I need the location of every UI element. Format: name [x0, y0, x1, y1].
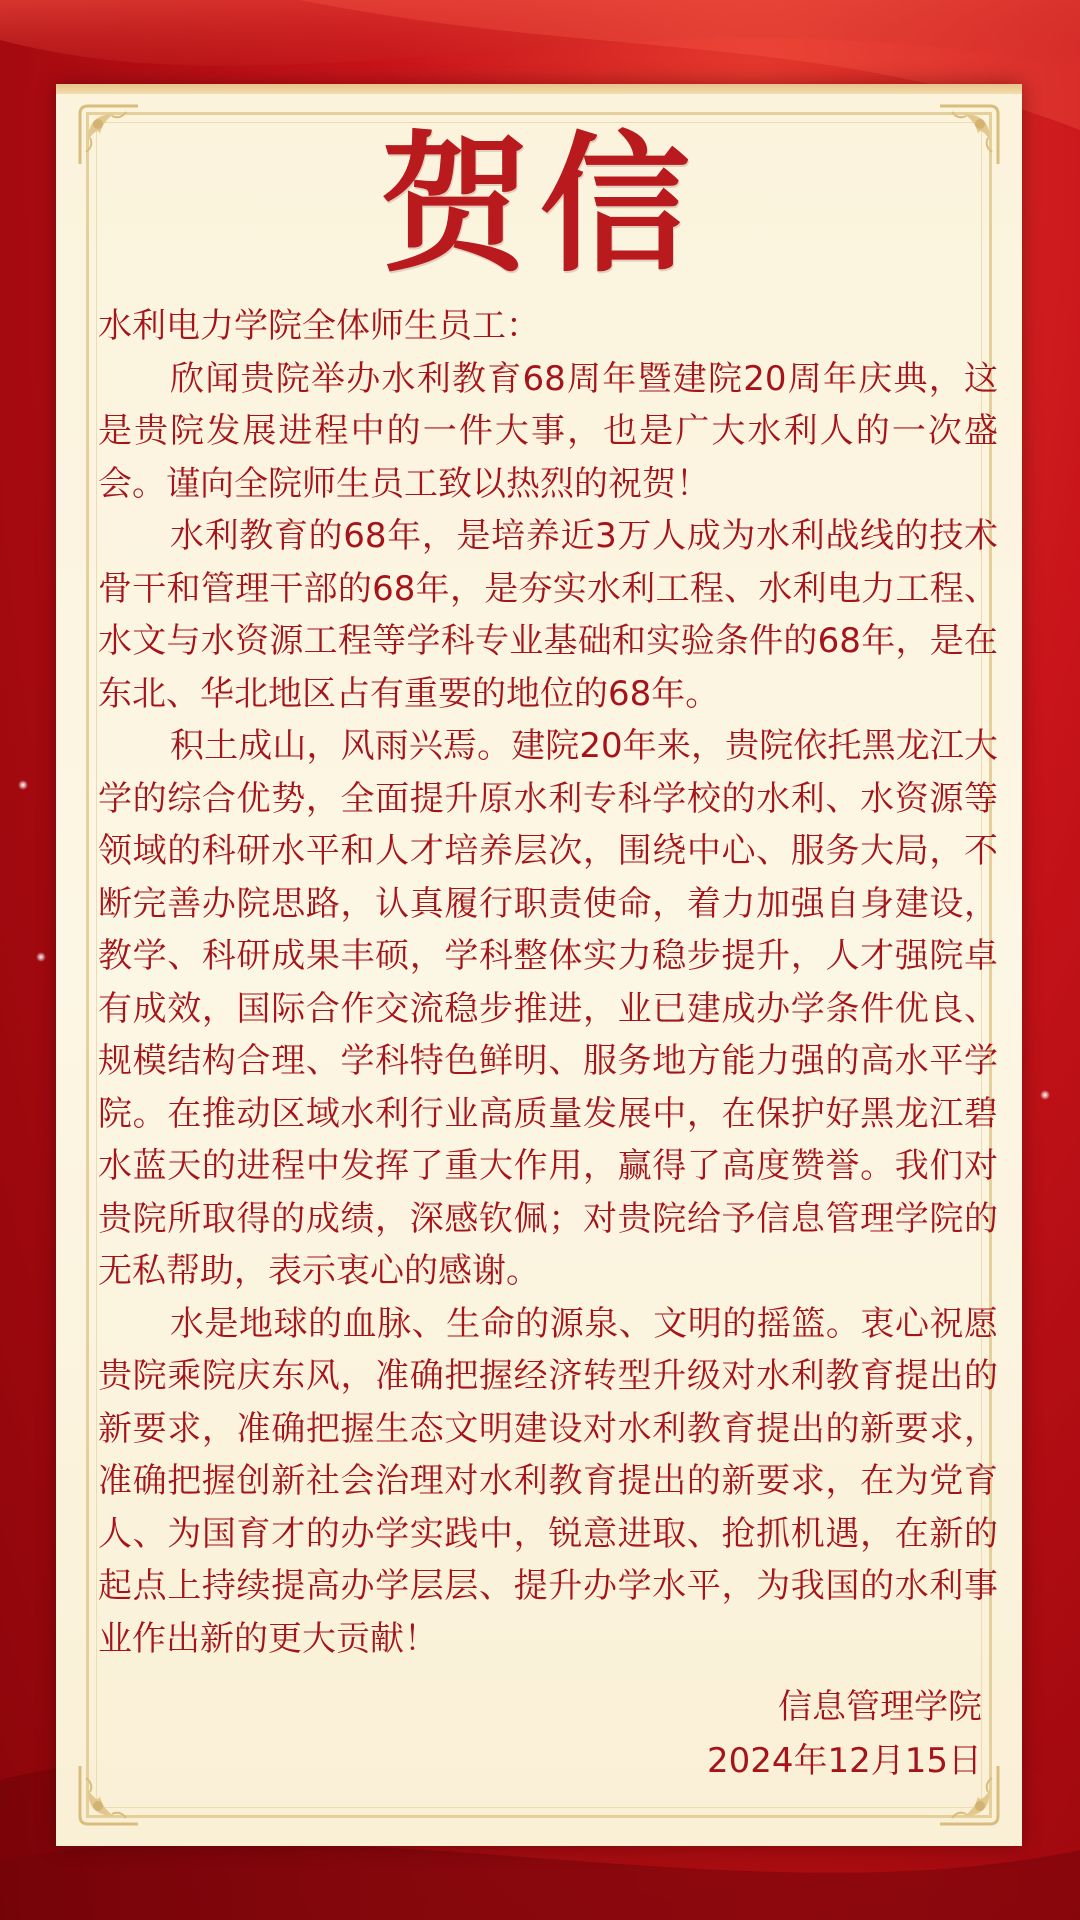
letter-title: 贺信	[379, 117, 700, 293]
letter-date: 2024年12月15日	[706, 1741, 982, 1781]
letter-signoff	[707, 1680, 982, 1788]
sparkle-icon	[36, 952, 46, 962]
letter-paragraph: 水利教育的68年，是培养近3万人成为水利战线的技术骨干和管理干部的68年，是夯实水利工程、水利电力工程、水文与水资源工程等学科专业基础和实验条件的68年，是在东北、华北地区占有重要的地位的68年。	[98, 516, 998, 714]
letter-paragraph: 积土成山，风雨兴焉。建院20年来，贵院依托黑龙江大学的综合优势，全面提升原水利专科学校的水利、水资源等领域的科研水平和人才培养层次，围绕中心、服务大局，不断完善办院思路，认真履行职责使命，着力加强自身建设，教学、科研成果丰硕，学科整体实力稳步提升，人才强院卓有成效，国际合作交流稳步推进，业已建成办学条件优良、规模结构合理、学科特色鲜明、服务地方能力强的高水平学院。在推动区域水利行业高质量发展中，在保护好黑龙江碧水蓝天的进程中发挥了重大作用，赢得了高度赞誉。我们对贵院所取得的成绩，深感钦佩；对贵院给予信息管理学院的无私帮助，表示衷心的感谢。	[98, 726, 998, 1291]
sparkle-icon	[18, 780, 28, 790]
letter-paragraph: 水是地球的血脉、生命的源泉、文明的摇篮。衷心祝愿贵院乘院庆东风，准确把握经济转型升级对水利教育提出的新要求，准确把握生态文明建设对水利教育提出的新要求，准确把握创新社会治理对水利教育提出的新要求，在为党育人、为国育才的办学实践中，锐意进取、抢抓机遇，在新的起点上持续提高办学层层、提升办学水平，为我国的水利事业作出新的更大贡献！	[98, 1303, 998, 1659]
paper-top-band	[56, 84, 1022, 94]
letter-paragraph: 欣闻贵院举办水利教育68周年暨建院20周年庆典，这是贵院发展进程中的一件大事，也是广大水利人的一次盛会。谨向全院师生员工致以热烈的祝贺！	[98, 358, 998, 504]
letter-body	[98, 300, 998, 1665]
letter-salutation: 水利电力学院全体师生员工：	[98, 306, 540, 346]
sparkle-icon	[1040, 1090, 1050, 1100]
signature: 信息管理学院	[778, 1687, 982, 1727]
corner-ornament-icon	[74, 1760, 144, 1830]
